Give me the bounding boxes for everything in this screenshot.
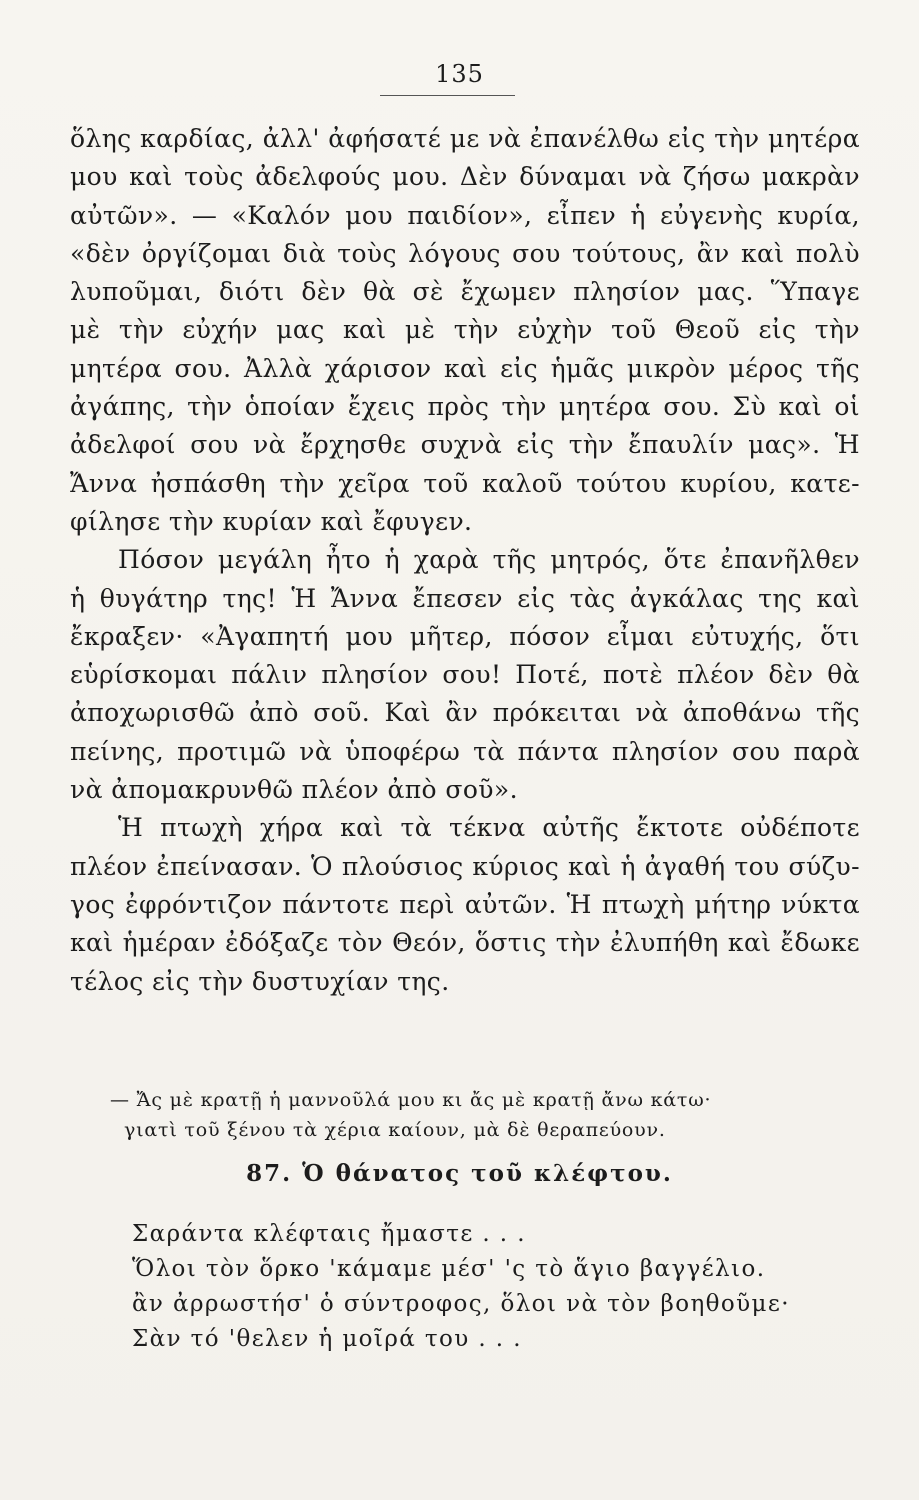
body-line: ἀδελφοί σου νὰ ἔρχησθε συχνὰ εἰς τὴν ἔπαυλίν μας». Ἡ bbox=[70, 430, 860, 460]
body-line: γος ἐφρόντιζον πάντοτε περὶ αὐτῶν. Ἡ πτωχὴ μήτηρ νύκτα bbox=[70, 889, 860, 919]
page-number-rule bbox=[380, 95, 515, 96]
poem bbox=[132, 1217, 852, 1357]
body-line: φίλησε τὴν κυρίαν καὶ ἔφυγεν. bbox=[70, 506, 473, 536]
footnote-line: — Ἄς μὲ κρατῇ ἡ μαννοῦλά μου κι ἄς μὲ κρατῇ ἄνω κάτω· bbox=[110, 1089, 712, 1111]
poem-line: ἂν ἀρρωστήσ' ὁ σύντροφος, ὅλοι νὰ τὸν βοηθοῦμε· bbox=[132, 1291, 790, 1317]
body-line: λυποῦμαι, διότι δὲν θὰ σὲ ἔχωμεν πλησίον μας. Ὕπαγε bbox=[70, 277, 860, 307]
body-line: «δὲν ὀργίζομαι διὰ τοὺς λόγους σου τούτους, ἂν καὶ πολὺ bbox=[70, 238, 860, 268]
body-line: αὐτῶν». — «Καλόν μου παιδίον», εἶπεν ἡ εὐγενὴς κυρία, bbox=[70, 200, 860, 230]
poem-line: Σαράντα κλέφταις ἤμαστε . . . bbox=[132, 1221, 526, 1247]
body-line: ἡ θυγάτηρ της! Ἡ Ἄννα ἔπεσεν εἰς τὰς ἀγκάλας της καὶ bbox=[70, 583, 860, 613]
body-line: πλέον ἐπείνασαν. Ὁ πλούσιος κύριος καὶ ἡ ἀγαθή του σύζυ- bbox=[70, 851, 860, 881]
footnote-proverb bbox=[110, 1085, 850, 1145]
body-text bbox=[70, 120, 860, 1001]
poem-title: 87. Ὁ θάνατος τοῦ κλέφτου. bbox=[246, 1160, 673, 1187]
body-line: Ἄννα ἠσπάσθη τὴν χεῖρα τοῦ καλοῦ τούτου κυρίου, κατε- bbox=[70, 468, 860, 498]
body-line: εὑρίσκομαι πάλιν πλησίον σου! Ποτέ, ποτὲ πλέον δὲν θὰ bbox=[70, 660, 860, 690]
poem-line: Ὅλοι τὸν ὅρκο 'κάμαμε μέσ' 'ς τὸ ἅγιο βαγγέλιο. bbox=[132, 1256, 766, 1282]
body-line: ἀποχωρισθῶ ἀπὸ σοῦ. Καὶ ἂν πρόκειται νὰ ἀποθάνω τῆς bbox=[70, 698, 860, 728]
body-line: Πόσον μεγάλη ἦτο ἡ χαρὰ τῆς μητρός, ὅτε ἐπανῆλθεν bbox=[118, 545, 860, 575]
body-line: μὲ τὴν εὐχήν μας καὶ μὲ τὴν εὐχὴν τοῦ Θεοῦ εἰς τὴν bbox=[70, 315, 860, 345]
body-line: τέλος εἰς τὴν δυστυχίαν της. bbox=[70, 966, 450, 996]
body-line: νὰ ἀπομακρυνθῶ πλέον ἀπὸ σοῦ». bbox=[70, 775, 518, 805]
body-line: πείνης, προτιμῶ νὰ ὑποφέρω τὰ πάντα πλησίον σου παρὰ bbox=[70, 736, 860, 766]
poem-line: Σὰν τό 'θελεν ἡ μοῖρά του . . . bbox=[132, 1326, 522, 1352]
body-line: ὅλης καρδίας, ἀλλ' ἀφήσατέ με νὰ ἐπανέλθω εἰς τὴν μητέρα bbox=[70, 124, 860, 153]
page-number: 135 bbox=[435, 60, 484, 88]
body-line: Ἡ πτωχὴ χήρα καὶ τὰ τέκνα αὐτῆς ἔκτοτε οὐδέποτε bbox=[118, 813, 860, 843]
body-line: ἀγάπης, τὴν ὁποίαν ἔχεις πρὸς τὴν μητέρα σου. Σὺ καὶ οἱ bbox=[70, 392, 860, 422]
body-line: μητέρα σου. Ἀλλὰ χάρισον καὶ εἰς ἡμᾶς μικρὸν μέρος τῆς bbox=[70, 353, 860, 383]
body-line: καὶ ἡμέραν ἐδόξαζε τὸν Θεόν, ὅστις τὴν ἐλυπήθη καὶ ἔδωκε bbox=[70, 928, 860, 958]
body-line: μου καὶ τοὺς ἀδελφούς μου. Δὲν δύναμαι νὰ ζήσω μακρὰν bbox=[70, 162, 860, 192]
footnote-line: γιατὶ τοῦ ξένου τὰ χέρια καίουν, μὰ δὲ θεραπεύουν. bbox=[124, 1119, 666, 1141]
body-line: ἔκραξεν· «Ἀγαπητή μου μῆτερ, πόσον εἶμαι εὐτυχής, ὅτι bbox=[70, 621, 860, 651]
